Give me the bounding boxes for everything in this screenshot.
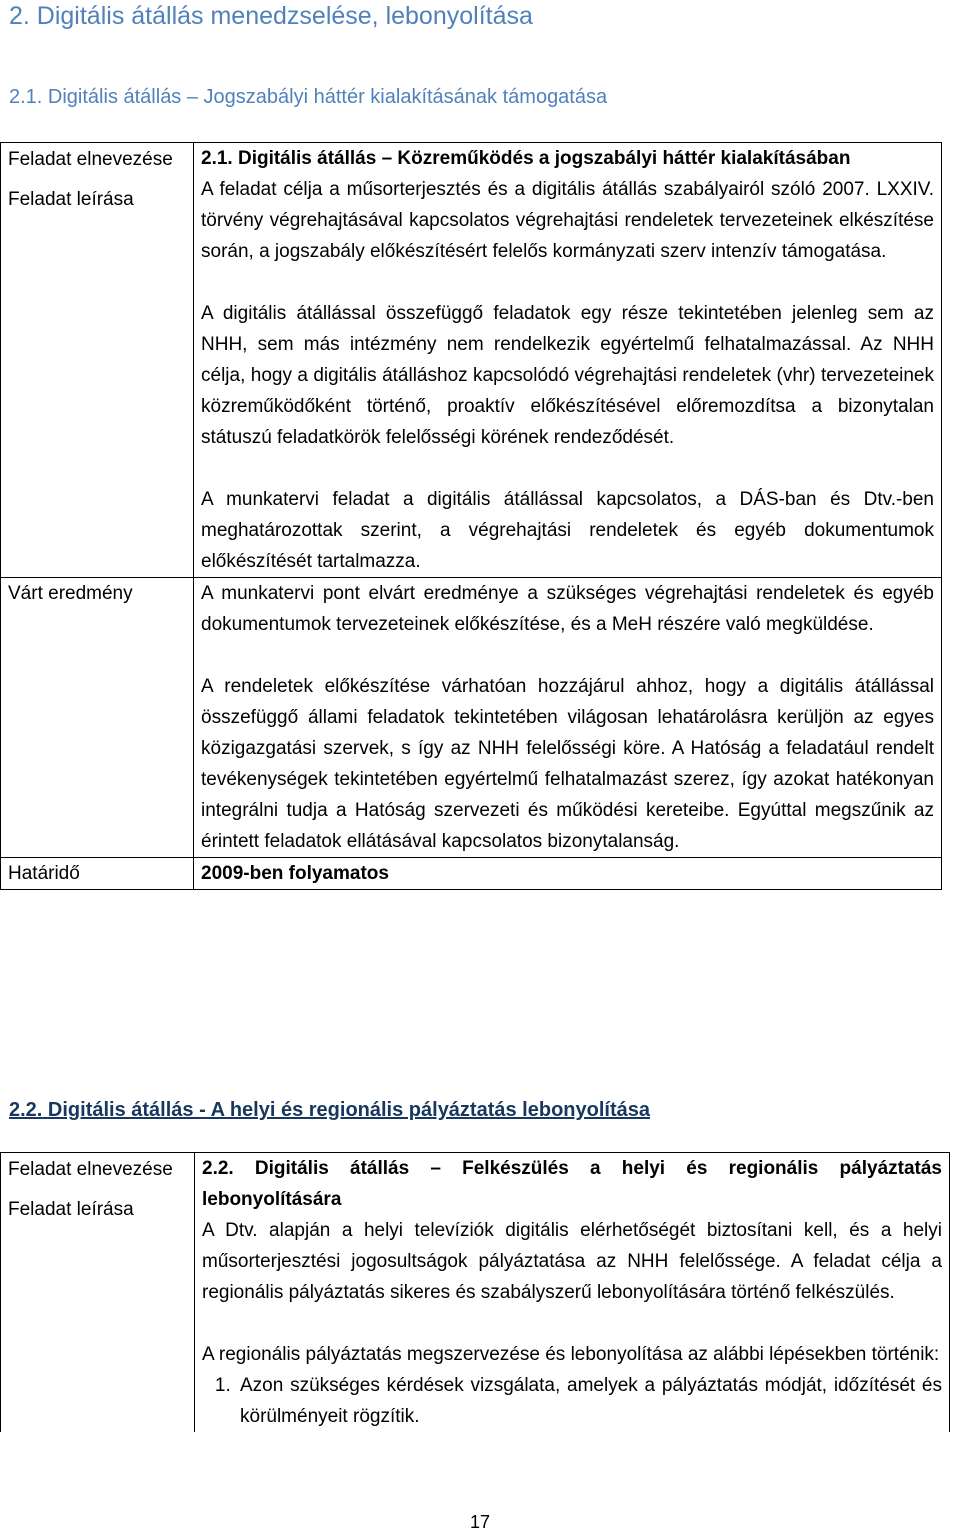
task-name: 2.1. Digitális átállás – Közreműködés a jogszabályi háttér kialakításában xyxy=(201,148,851,169)
chapter-heading: 2. Digitális átállás menedzselése, lebonyolítása xyxy=(9,2,533,30)
section-title: Digitális átállás - A helyi és regionális pályáztatás lebonyolítása xyxy=(47,1099,650,1121)
result-p1: A munkatervi pont elvárt eredménye a szükséges végrehajtási rendeletek és egyéb dokumentumok tervezeteinek előkészítése, és a MeH részére való megküldése. xyxy=(201,583,934,635)
task-name-and-description xyxy=(195,1153,950,1433)
deadline: 2009-ben folyamatos xyxy=(194,858,942,890)
label-deadline: Határidő xyxy=(1,858,194,890)
section-heading-2-2 xyxy=(9,1099,650,1122)
task-name: 2.2. Digitális átállás – Felkészülés a helyi és regionális pályáztatás lebonyolítására xyxy=(202,1158,942,1210)
section-number: 2.1. xyxy=(9,86,43,108)
task-name-and-description xyxy=(194,143,942,578)
task-desc-p3: A munkatervi feladat a digitális átállással kapcsolatos, a DÁS-ban és Dtv.-ben meghatározottak szerint, a végrehajtási rendeletek és egyéb dokumentumok előkészítését tartalmazza. xyxy=(201,489,934,572)
task-desc-p2: A digitális átállással összefüggő feladatok egy része tekintetében jelenleg sem az NHH, sem más intézmény nem rendelkezik egyértelmű felhatalmazással. Az NHH célja, hogy a digitális átálláshoz kapcsolódó végrehajtási rendeletek (vhr) tervezeteinek közreműködőként történő, proaktív előkészítésével előremozdítsa a bizonytalan státuszú feladatkörök felelősségi körének rendeződését. xyxy=(201,303,934,448)
section-heading-2-1 xyxy=(9,86,607,109)
result-p2: A rendeletek előkészítése várhatóan hozzájárul ahhoz, hogy a digitális átállással összefüggő állami feladatok tekintetében világosan lehatárolásra kerüljön az egyes közigazgatási szervek, s így az NHH felelősségi köre. A Hatóság a feladatául rendelt tevékenységek tekintetében egyértelmű felhatalmazást szerez, így azokat hatékonyan integrálni tudja a Hatóság szervezeti és működési kereteibe. Egyúttal megszűnik az érintett feladatok ellátásával kapcsolatos bizonytalanság. xyxy=(201,676,934,852)
label-task-name: Feladat elnevezése Feladat leírása xyxy=(1,143,194,578)
label-expected-result: Várt eredmény xyxy=(1,578,194,858)
task-table-2-1 xyxy=(0,142,942,890)
list-item: 1. Azon szükséges kérdések vizsgálata, amelyek a pályáztatás módját, időzítését és körülményeit rögzítik. xyxy=(236,1370,942,1432)
steps-list xyxy=(202,1370,942,1432)
label-task-name: Feladat elnevezése Feladat leírása xyxy=(1,1153,195,1433)
task-table-2-2 xyxy=(0,1152,950,1432)
page-number: 17 xyxy=(470,1512,491,1532)
task-desc-p2: A regionális pályáztatás megszervezése és lebonyolítása az alábbi lépésekben történik: xyxy=(202,1344,940,1365)
task-desc-p1: A Dtv. alapján a helyi televíziók digitális elérhetőségét biztosítani kell, és a helyi műsorterjesztési jogosultságok pályáztatása az NHH felelőssége. A feladat célja a regionális pályáztatás sikeres és szabályszerű lebonyolítására történő felkészülés. xyxy=(202,1220,942,1303)
expected-result xyxy=(194,578,942,858)
section-title: Digitális átállás – Jogszabályi háttér kialakításának támogatása xyxy=(47,86,608,108)
task-desc-p1: A feladat célja a műsorterjesztés és a digitális átállás szabályairól szóló 2007. LXXIV. törvény végrehajtásával kapcsolatos végrehajtási rendeletek tervezeteinek elkészítése során, a jogszabály előkészítésért felelős kormányzati szerv intenzív támogatása. xyxy=(201,179,934,262)
section-number: 2.2. xyxy=(9,1099,43,1121)
